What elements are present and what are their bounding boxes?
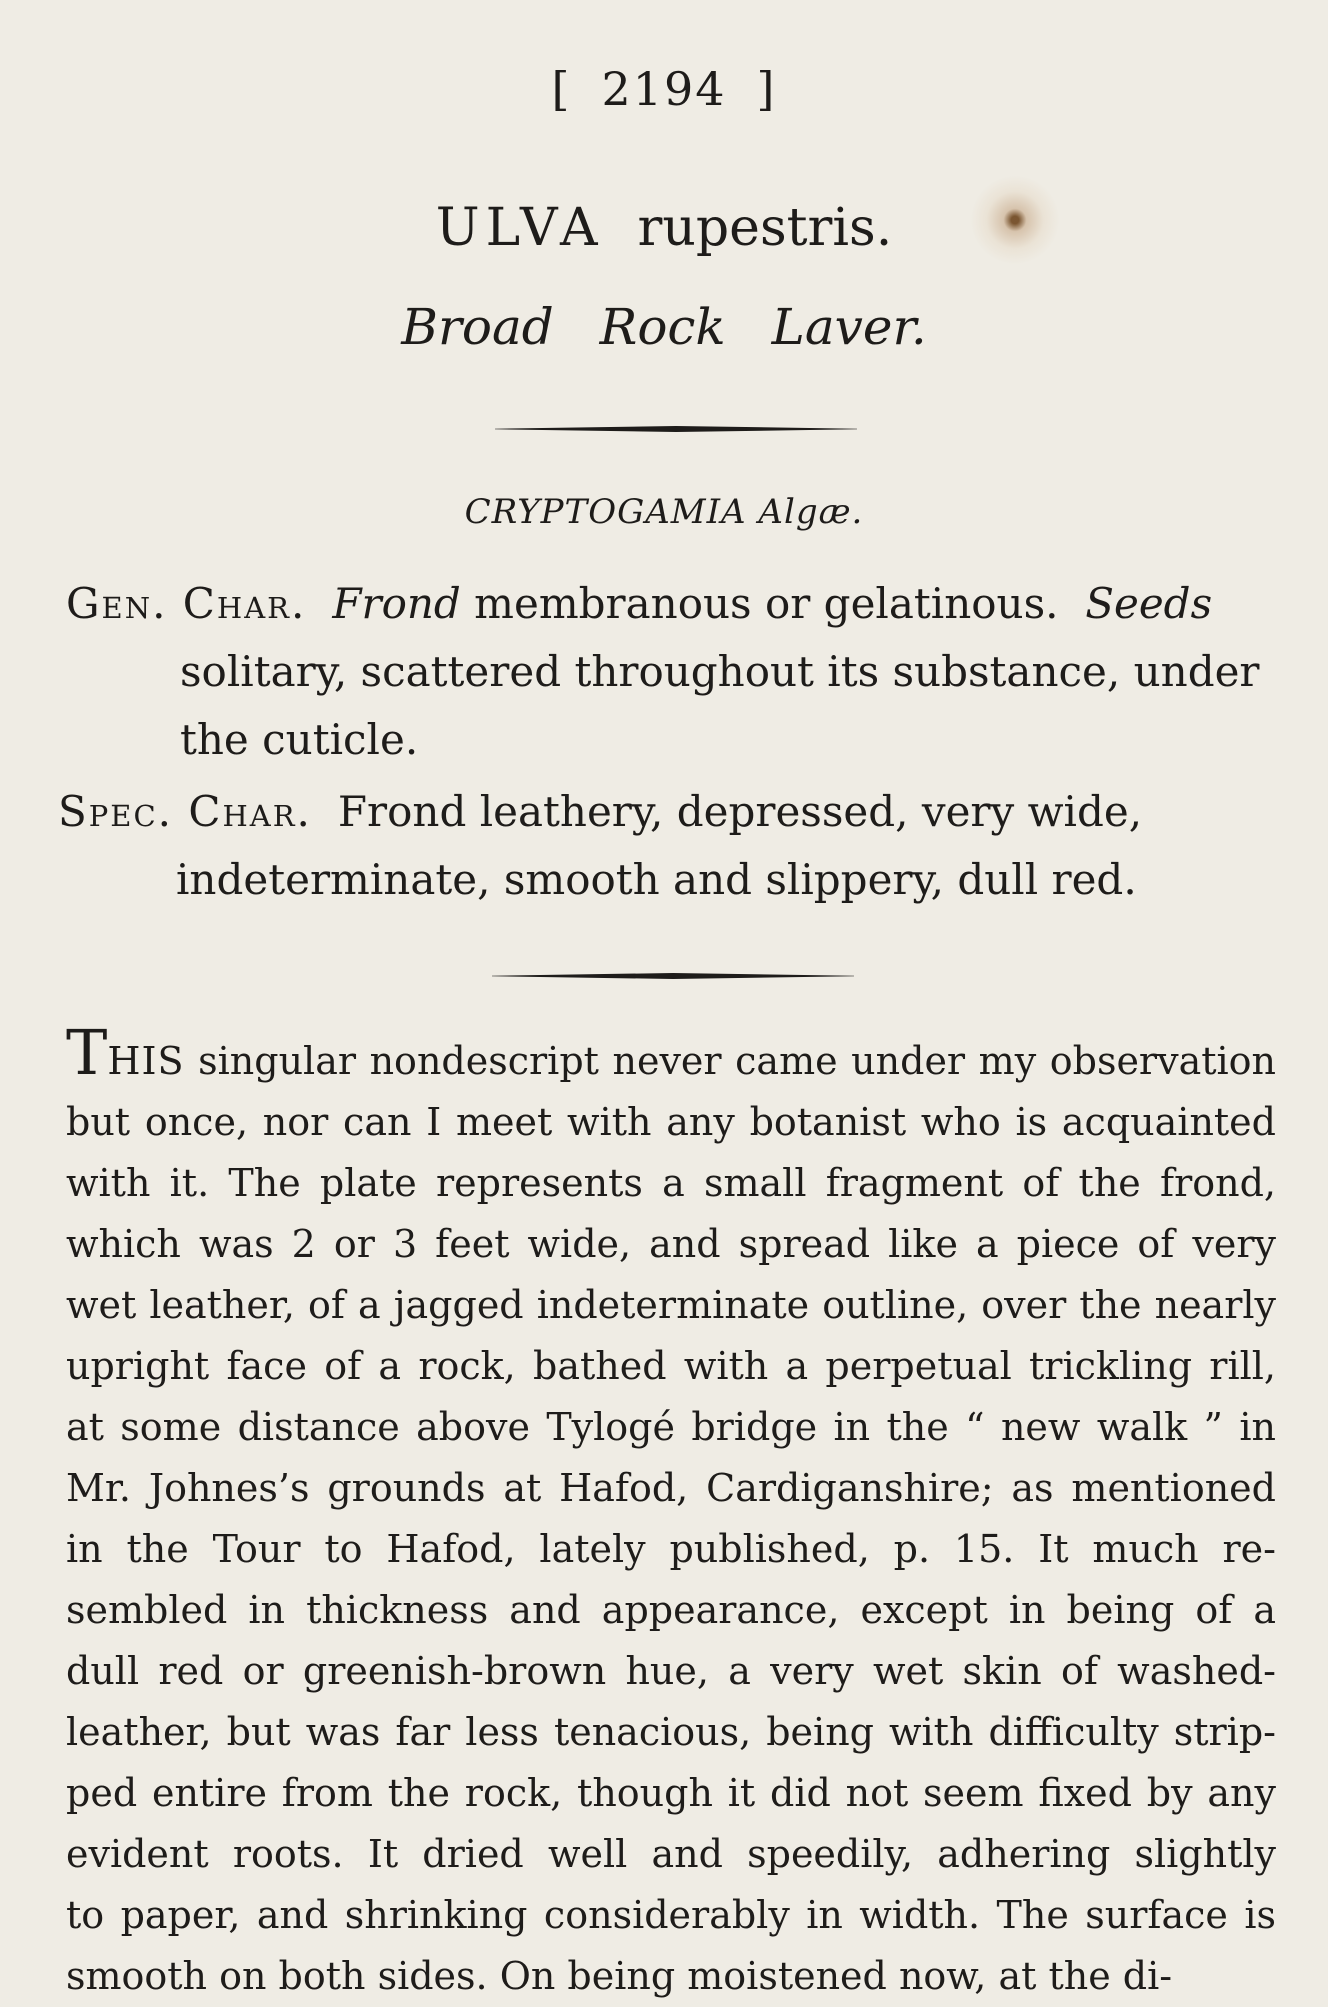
- specific-character: [58, 778, 1276, 914]
- first-word-rest: HIS: [107, 1039, 185, 1083]
- open-bracket: [: [551, 62, 572, 116]
- body-line: with it. The plate represents a small fragment of the frond,: [66, 1161, 1276, 1205]
- body-line: [66, 1016, 1276, 1092]
- species-name: rupestris.: [637, 198, 893, 258]
- body-text: [66, 1016, 1276, 2007]
- page-number-value: 2194: [601, 62, 727, 116]
- genus-name: ULVA: [435, 198, 604, 258]
- body-line: in the Tour to Hafod, lately published, p. 15. It much re-: [66, 1527, 1276, 1571]
- body-line: wet leather, of a jagged indeterminate outline, over the nearly: [66, 1283, 1276, 1327]
- body-line: which was 2 or 3 feet wide, and spread like a piece of very: [66, 1222, 1276, 1266]
- body-line: but once, nor can I meet with any botanist who is acquainted: [66, 1100, 1276, 1144]
- gen-char-line-3: the cuticle.: [180, 715, 419, 764]
- gen-char-heading: Gen. Char.: [66, 579, 307, 628]
- spec-char-line-2: indeterminate, smooth and slippery, dull red.: [176, 855, 1137, 904]
- spec-char-heading: Spec. Char.: [58, 787, 312, 836]
- body-line: ped entire from the rock, though it did not seem fixed by any: [66, 1771, 1276, 1815]
- common-name: Broad Rock Laver.: [401, 298, 927, 356]
- body-line: leather, but was far less tenacious, being with difficulty strip-: [66, 1710, 1276, 1754]
- gen-char-text-1: membranous or gelatinous.: [460, 579, 1059, 628]
- classification: CRYPTOGAMIA Algæ.: [464, 492, 864, 532]
- body-line: sembled in thickness and appearance, except in being of a: [66, 1588, 1276, 1632]
- body-line: to paper, and shrinking considerably in width. The surface is: [66, 1893, 1276, 1937]
- ornamental-rule-top: [495, 426, 857, 432]
- body-line: evident roots. It dried well and speedily, adhering slightly: [66, 1832, 1276, 1876]
- species-title: [0, 198, 1328, 258]
- body-line-text: singular nondescript never came under my observation: [184, 1039, 1276, 1083]
- body-line: Mr. Johnes’s grounds at Hafod, Cardiganshire; as mentioned: [66, 1466, 1276, 1510]
- close-bracket: ]: [756, 62, 777, 116]
- page-number: [0, 62, 1328, 116]
- spec-char-text-1: Frond leathery, depressed, very wide,: [337, 787, 1143, 836]
- generic-character: [66, 570, 1276, 774]
- spec-char-line-1: [58, 778, 1276, 846]
- body-line: smooth on both sides. On being moistened now, at the di-: [66, 1954, 1173, 1998]
- drop-cap: T: [66, 1016, 108, 1089]
- gen-char-line-1: [66, 570, 1276, 638]
- body-line: dull red or greenish-brown hue, a very wet skin of washed-: [66, 1649, 1276, 1693]
- gen-char-frond: Frond: [332, 579, 461, 628]
- body-line: upright face of a rock, bathed with a perpetual trickling rill,: [66, 1344, 1276, 1388]
- gen-char-line-2: solitary, scattered throughout its substance, under: [180, 647, 1260, 696]
- gen-char-seeds: Seeds: [1085, 579, 1213, 628]
- body-line: at some distance above Tylogé bridge in the “ new walk ” in: [66, 1405, 1276, 1449]
- ornamental-rule-bottom: [492, 973, 854, 979]
